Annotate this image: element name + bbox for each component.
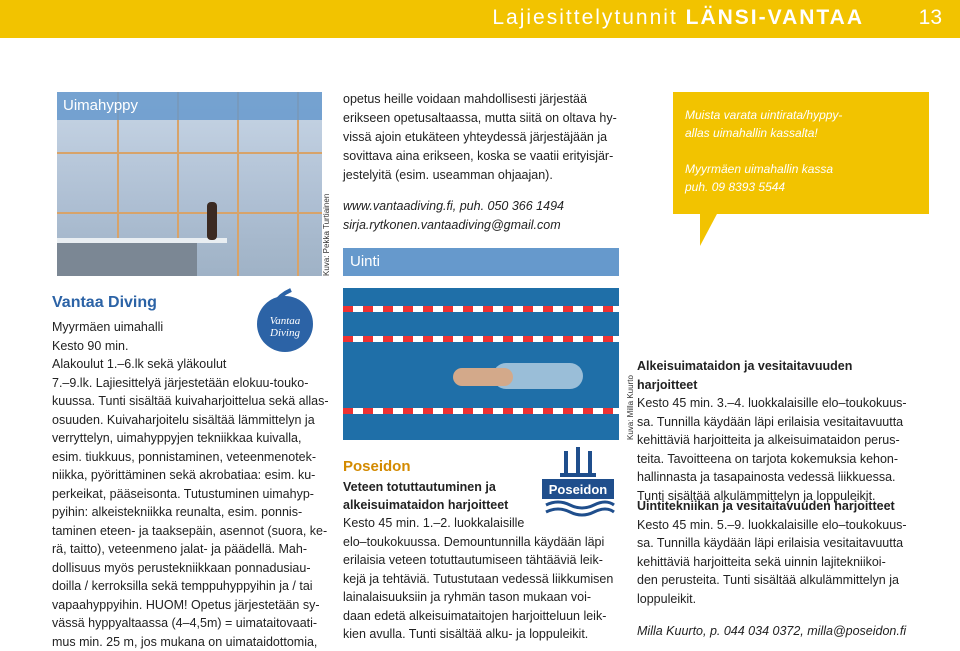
svg-text:Vantaa: Vantaa [269,315,301,327]
intro-paragraph: opetus heille voidaan mahdollisesti järjestää erikseen opetusaltaassa, mutta siitä on oltava hy- vissä ajoin etukäteen yhteydessä järjestäjään ja sovittava aina erikseen, koska se vaatii erityisjär- jestelyitä (esim. useamman ohjaajan). [343,92,617,182]
vantaa-diving-description: kuussa. Tunti sisältää kuivaharjoittelua sekä allas- osuuden. Kuivaharjoitelu sisältää lämmittelyn ja verryttelyn, uimahyppyjen tekniikkaa kuivalla, esim. tiukkuus, ponnistaminen, veteenmenotek- niikka, pyörittäminen sekä akrobatiaa: esim. ku- perkeikat, pääseisonta. Tutustuminen uimahyp- pyihin: alkeistekniikka reunalta, esim. ponnis- taminen eteen- ja taaksepäin, asennot (suora, ke- rä, taitto), veteenmeno jalat- ja päädellä. Mah- dollisuus myös perustekniikkaan ponnadusiau- doilla / kerroksilla sekä temppuhyppyihin ja / tai vapaahyppyihin. HUOM! Opetus järjestetään sy- vässä hyppyaltaassa (4–4,5m) = uimataitovaati- mus min. 25 m, jos mukana on uimataidottomia, [52,394,329,649]
diver-figure [207,202,217,240]
page-number: 13 [918,6,942,29]
svg-text:Diving: Diving [270,327,300,339]
svg-text:Poseidon: Poseidon [548,482,608,497]
vantaa-diving-contact [343,197,623,235]
swimming-photo-credit: Kuva: Milla Kuurto [626,375,635,440]
section-uintitekniikka: Uintitekniikan ja vesitaitavuuden harjoitteet Kesto 45 min. 5.–9. luokkalaisille elo–toukokuus- sa. Tunnilla käydään läpi erilaisia vesitaitavuutta kehittäviä harjoitteita sekä uinnin lajitekniikoi- den perusteita. Tunti sisältää alkulämmittelyn ja loppuleikit. [637,497,913,608]
section-heading: Alkeisuimataidon ja vesitaitavuuden harjoitteet [637,359,853,392]
page-title: Lajiesittelytunnit LÄNSI-VANTAA [492,6,864,29]
poseidon-description: Kesto 45 min. 1.–2. luokkalaisille elo–toukokuussa. Demountunnilla käydään läpi erilaisia veteen totuttautumiseen tähtääviä leik- kejä ja tehtäviä. Tutustutaan vedessä liikkumisen lainalaisuuksiin ja ryhmän tason mukaan voi- daan edetä alkeisuimataitojen harjoitteluun leik- kien avulla. Tunti sisältää alku- ja loppuleikit. [343,516,614,641]
uimahyppy-label: Uimahyppy [57,92,322,120]
swimming-photo [343,288,619,440]
diving-photo-credit: Kuva: Pekka Turtiainen [322,193,331,276]
vantaa-diving-title: Vantaa Diving [52,294,157,311]
poseidon-contact: Milla Kuurto, p. 044 034 0372, milla@poseidon.fi [637,624,907,638]
poseidon-logo [538,445,618,517]
section-heading: Uintitekniikan ja vesitaitavuuden harjoitteet [637,499,895,513]
email-link[interactable]: sirja.rytkonen.vantaadiving@gmail.com [343,218,561,232]
uinti-section-label: Uinti [343,248,619,276]
swimmer-figure [453,368,513,386]
reminder-bubble: Muista varata uintirata/hyppy- allas uimahallin kassalta! Myyrmäen uimahallin kassa puh. 09 8393 5544 [673,92,929,214]
poseidon-subtitle: Veteen totuttautuminen ja alkeisuimataidon harjoitteet [343,480,509,512]
vantaa-diving-info: Myyrmäen uimahalli Kesto 90 min. Alakoulut 1.–6.lk sekä yläkoulut 7.–9.lk. Lajiesittelyä järjestetään elokuu-touko- [52,320,309,390]
bubble-tail [700,212,718,246]
section-alkeisuimataito: Alkeisuimataidon ja vesitaitavuuden harjoitteet Kesto 45 min. 3.–4. luokkalaisille elo–toukokuus- sa. Tunnilla käydään läpi erilaisia vesitaitavuutta kehittäviä harjoitteita ja alkeisuimataidon perus- teita. Tavoitteena on tarjota kokemuksia kehon- hallinnasta ja tasapainosta vedessä liikkuessa. Tunti sisältää alkulämmittelyn ja loppuleikit. [637,357,913,505]
poseidon-title: Poseidon [343,458,411,475]
website-link[interactable]: www.vantaadiving.fi, puh. 050 366 1494 [343,199,564,213]
